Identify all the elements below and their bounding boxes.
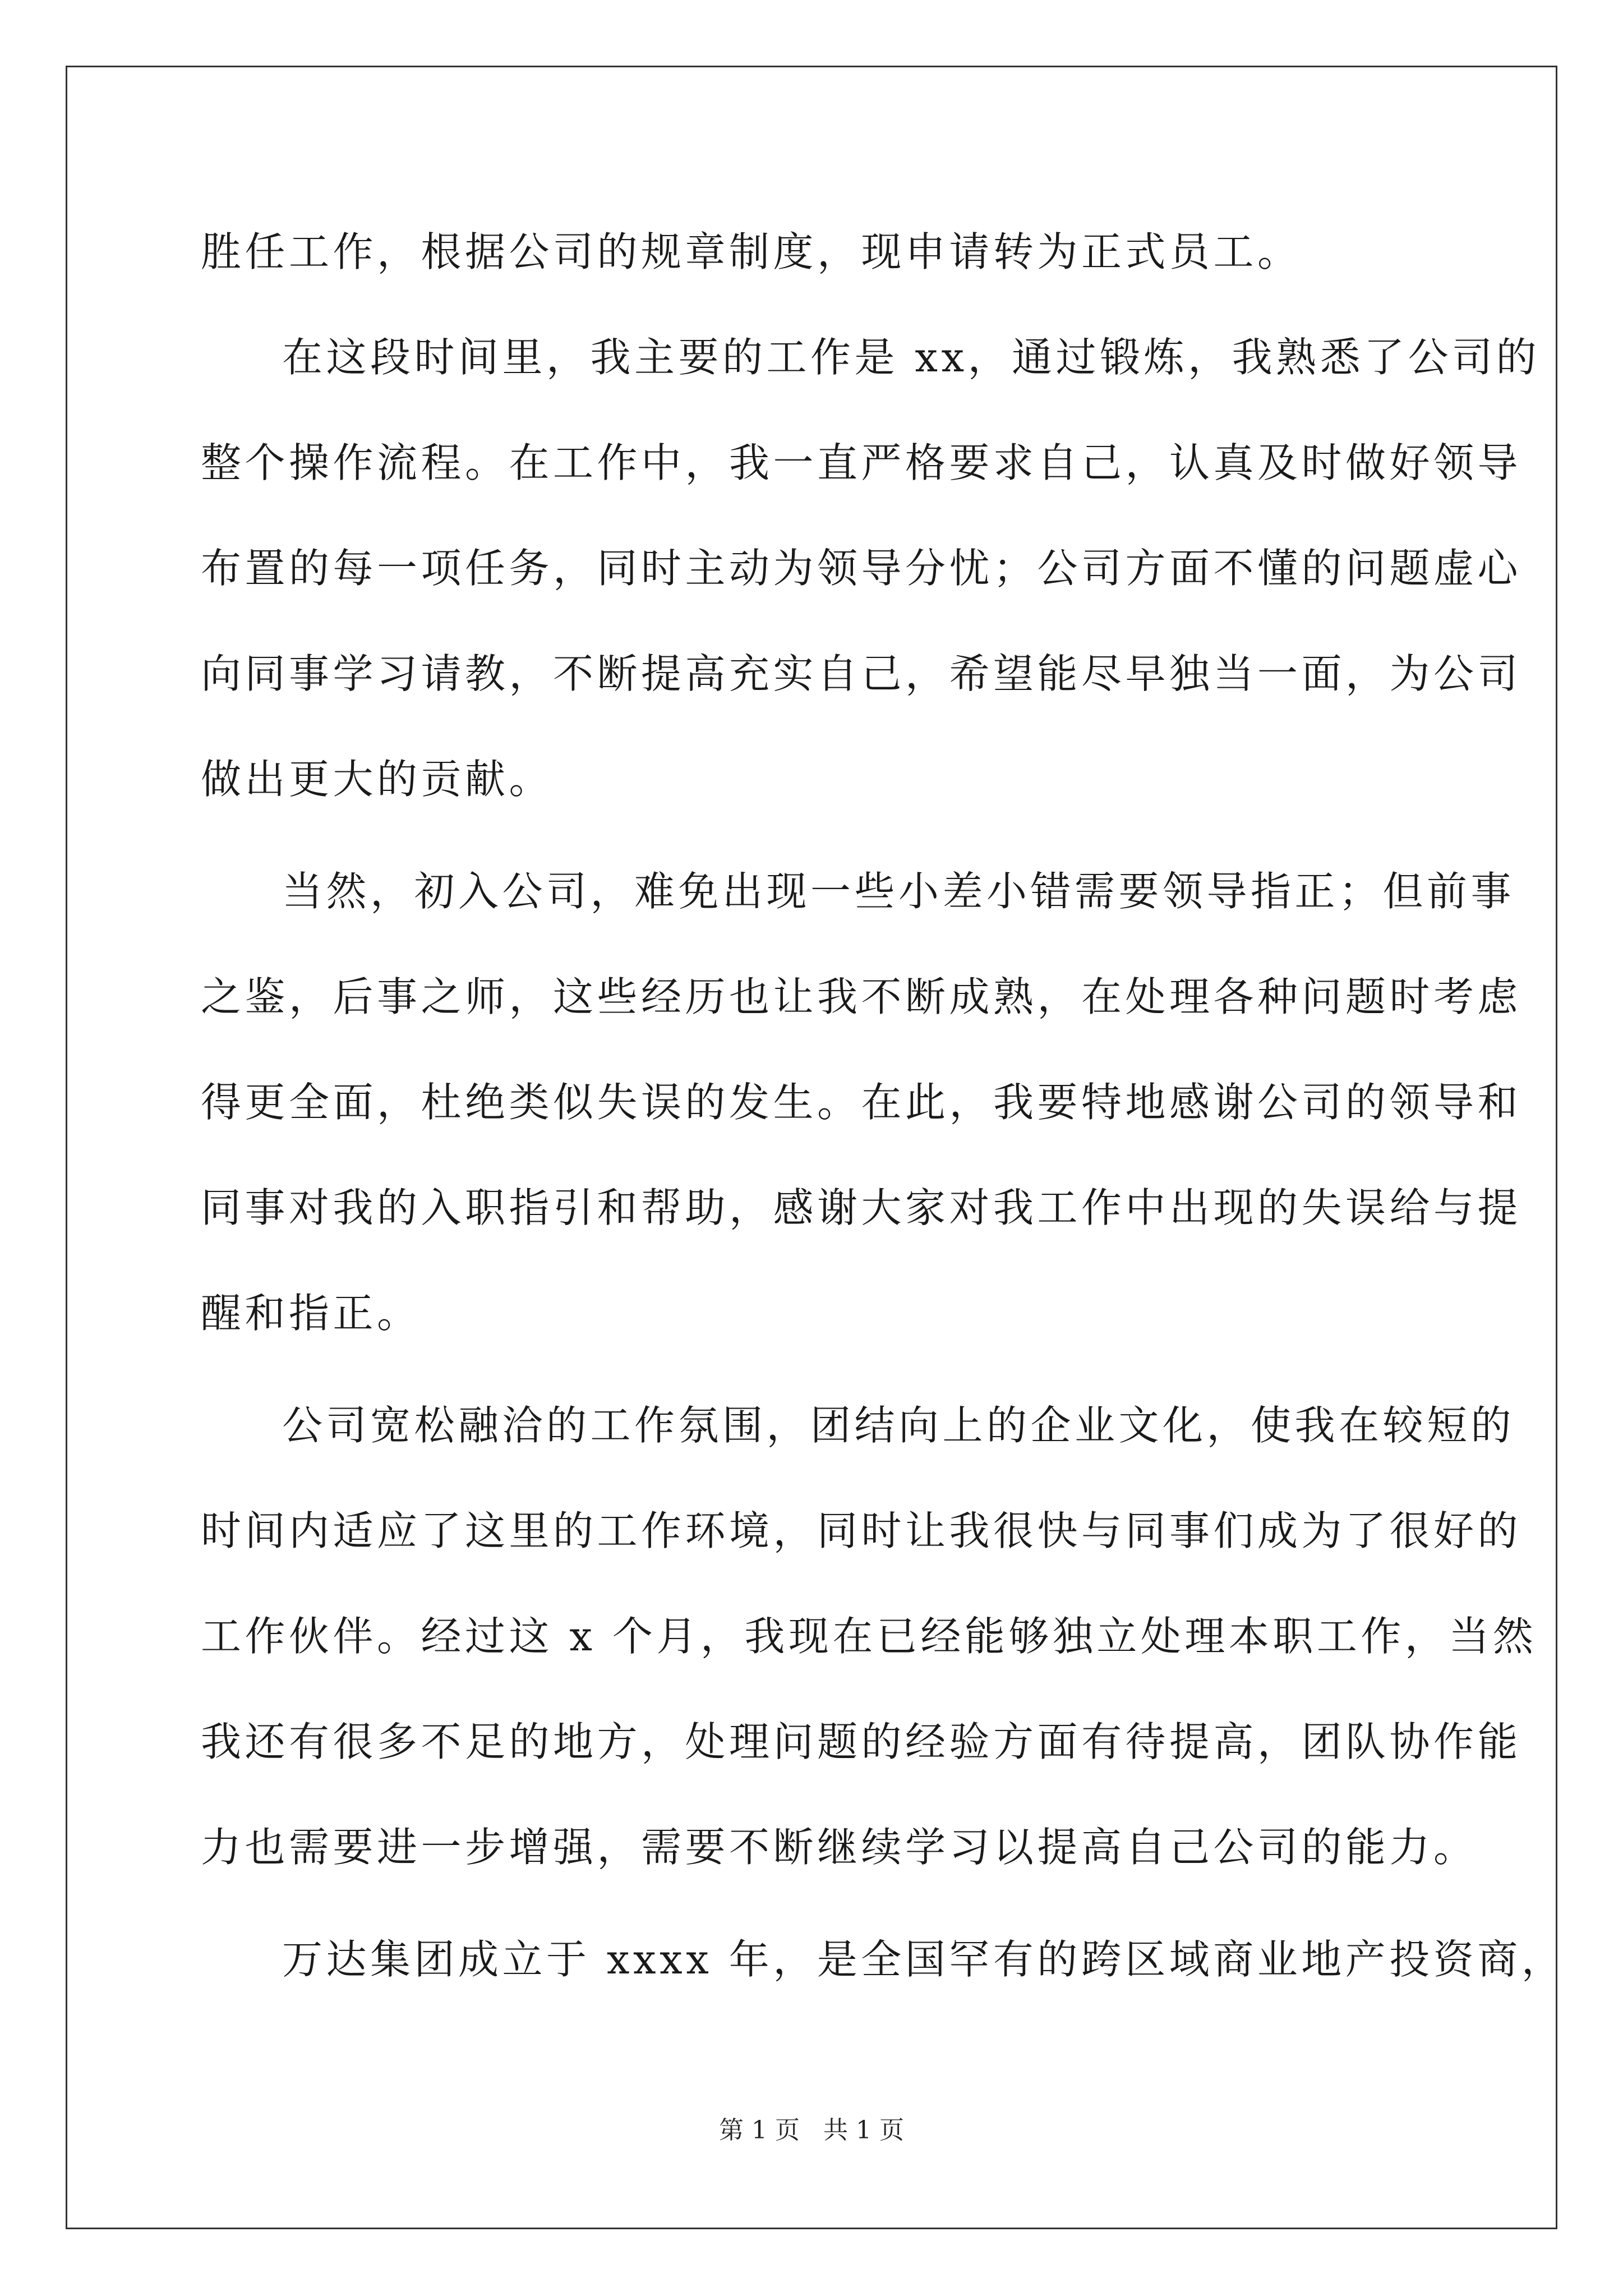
text-line: 公司宽松融洽的工作氛围，团结向上的企业文化，使我在较短的 [282, 1402, 1515, 1449]
page-footer [0, 2115, 1623, 2146]
page-border [66, 66, 1557, 2229]
text-line: 醒和指正。 [201, 1290, 421, 1337]
page-number-current: 第 1 页 [719, 2116, 800, 2145]
text-line: 同事对我的入职指引和帮助，感谢大家对我工作中出现的失误给与提 [201, 1184, 1522, 1231]
text-line: 时间内适应了这里的工作环境，同时让我很快与同事们成为了很好的 [201, 1507, 1522, 1554]
page-number-total: 共 1 页 [823, 2116, 904, 2145]
text-line: 力也需要进一步增强，需要不断继续学习以提高自己公司的能力。 [201, 1824, 1478, 1871]
text-line: 得更全面，杜绝类似失误的发生。在此，我要特地感谢公司的领导和 [201, 1079, 1522, 1126]
text-line: 做出更大的贡献。 [201, 756, 554, 803]
text-line: 之鉴，后事之师，这些经历也让我不断成熟，在处理各种问题时考虑 [201, 973, 1522, 1020]
text-line: 整个操作流程。在工作中，我一直严格要求自己，认真及时做好领导 [201, 439, 1522, 486]
text-line: 工作伙伴。经过这 x 个月，我现在已经能够独立处理本职工作，当然 [201, 1613, 1537, 1660]
text-line: 我还有很多不足的地方，处理问题的经验方面有待提高，团队协作能 [201, 1718, 1522, 1765]
text-line: 布置的每一项任务，同时主动为领导分忧；公司方面不懂的问题虚心 [201, 545, 1522, 592]
text-line: 当然，初入公司，难免出现一些小差小错需要领导指正；但前事 [282, 868, 1515, 915]
text-line: 向同事学习请教，不断提高充实自己，希望能尽早独当一面，为公司 [201, 650, 1522, 697]
text-line: 在这段时间里，我主要的工作是 xx，通过锻炼，我熟悉了公司的 [282, 334, 1541, 381]
text-line: 万达集团成立于 xxxx 年，是全国罕有的跨区域商业地产投资商， [282, 1936, 1566, 1983]
text-line: 胜任工作，根据公司的规章制度，现申请转为正式员工。 [201, 228, 1302, 275]
